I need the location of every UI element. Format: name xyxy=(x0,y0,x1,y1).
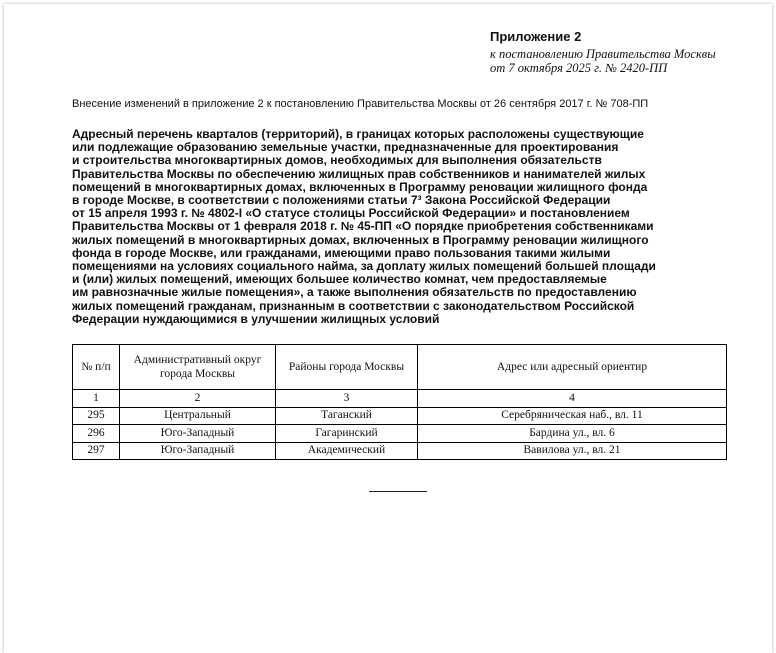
cell-okrug: Центральный xyxy=(120,407,276,425)
header-address: Адрес или адресный ориентир xyxy=(418,345,727,390)
column-number: 1 xyxy=(73,390,120,408)
cell-number: 295 xyxy=(73,407,120,425)
heading-line: помещений в многоквартирных домах, включенных в Программу реновации жилищного фонда xyxy=(72,179,648,194)
cell-address: Бардина ул., вл. 6 xyxy=(418,425,727,443)
heading-line: жилых помещений гражданам, признанным в соответствии с законодательством Российской xyxy=(72,298,635,313)
cell-district: Академический xyxy=(276,442,418,460)
header-okrug: Административный округ города Москвы xyxy=(120,345,276,390)
cell-okrug: Юго-Западный xyxy=(120,442,276,460)
cell-district: Таганский xyxy=(276,407,418,425)
header-number: № п/п xyxy=(73,345,120,390)
amendment-title: Внесение изменений в приложение 2 к постановлению Правительства Москвы от 26 сентября 2017 г. № 708-ПП xyxy=(72,98,649,110)
table-row xyxy=(73,425,727,443)
appendix-resolution-line: к постановлению Правительства Москвы xyxy=(490,47,716,61)
heading-line: или подлежащие образованию земельные участки, предназначенные для проектирования xyxy=(72,140,619,155)
document-heading xyxy=(72,128,712,326)
table-row xyxy=(73,442,727,460)
appendix-title: Приложение 2 xyxy=(490,29,582,44)
heading-line: жилых помещений в многоквартирных домах, включенных в Программу реновации жилищного xyxy=(72,232,649,247)
column-number: 2 xyxy=(120,390,276,408)
appendix-date-line: от 7 октября 2025 г. № 2420-ПП xyxy=(490,61,668,75)
heading-line: Федерации нуждающимися в улучшении жилищных условий xyxy=(72,311,440,326)
heading-line: от 15 апреля 1993 г. № 4802-I «О статусе столицы Российской Федерации» и постановлением xyxy=(72,206,630,221)
heading-line: фонда в городе Москве, или гражданами, имеющими право пользования такими жилыми xyxy=(72,245,611,260)
heading-line: и (или) жилых помещений, имеющих большее количество комнат, чем предоставляемые xyxy=(72,272,607,287)
heading-line: в городе Москве, в соответствии с положениями статьи 7³ Закона Российской Федерации xyxy=(72,193,611,208)
cell-number: 296 xyxy=(73,425,120,443)
end-divider xyxy=(369,491,427,492)
cell-district: Гагаринский xyxy=(276,425,418,443)
table-row xyxy=(73,407,727,425)
cell-address: Серебряническая наб., вл. 11 xyxy=(418,407,727,425)
address-table xyxy=(72,344,727,460)
cell-okrug: Юго-Западный xyxy=(120,425,276,443)
heading-line: Адресный перечень кварталов (территорий), в границах которых расположены существующие xyxy=(72,127,644,141)
cell-number: 297 xyxy=(73,442,120,460)
document-page xyxy=(4,4,772,653)
heading-line: помещениями на условиях социального найма, за доплату жилых помещений большей площади xyxy=(72,259,656,274)
column-number: 4 xyxy=(418,390,727,408)
header-district: Районы города Москвы xyxy=(276,345,418,390)
heading-line: им равнозначные жилые помещения», а также выполнения обязательств по предоставлению xyxy=(72,285,637,300)
column-number: 3 xyxy=(276,390,418,408)
appendix-block xyxy=(490,29,716,75)
cell-address: Вавилова ул., вл. 21 xyxy=(418,442,727,460)
column-number-row xyxy=(73,390,727,408)
heading-line: Правительства Москвы по обеспечению жилищных прав собственников и нанимателей жилых xyxy=(72,166,646,181)
heading-line: и строительства многоквартирных домов, необходимых для выполнения обязательств xyxy=(72,153,602,168)
heading-line: Правительства Москвы от 1 февраля 2018 г. № 45-ПП «О порядке приобретения собственниками xyxy=(72,219,654,234)
table-header-row xyxy=(73,345,727,390)
